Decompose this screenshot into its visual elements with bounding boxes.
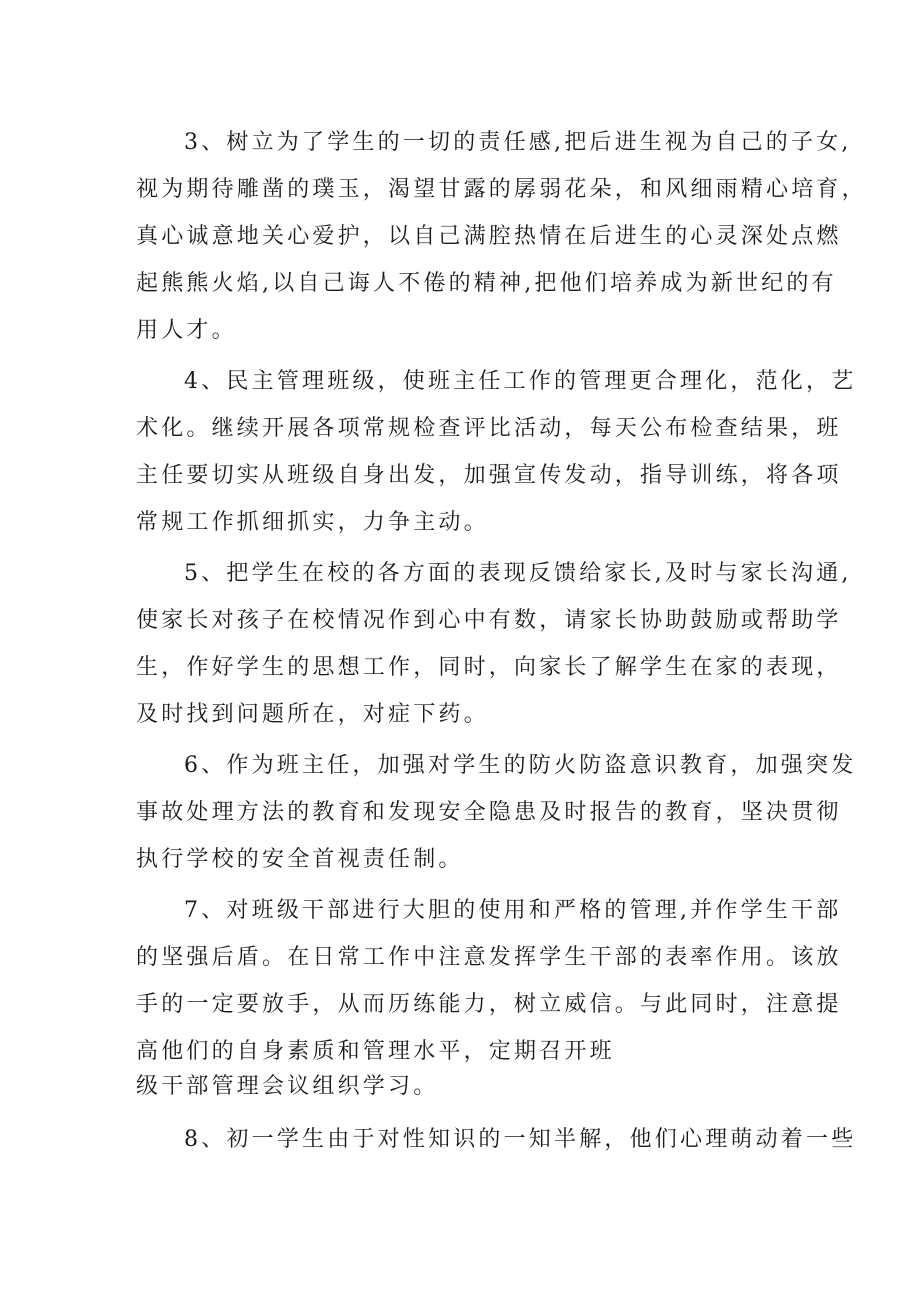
paragraph-line: 5、把学生在校的各方面的表现反馈给家长,及时与家长沟通, <box>184 561 852 586</box>
paragraph-line: 真心诚意地关心爱护，以自己满腔热情在后进生的心灵深处点燃 <box>136 224 842 249</box>
paragraph-line: 执行学校的安全首视责任制。 <box>136 847 464 872</box>
paragraph-line: 手的一定要放手，从而历练能力，树立威信。与此同时，注意提 <box>136 992 842 1017</box>
paragraph-line: 6、作为班主任，加强对学生的防火防盗意识教育，加强突发 <box>184 753 857 778</box>
paragraph-line: 4、民主管理班级，使班主任工作的管理更合理化，范化，艺 <box>184 369 857 394</box>
paragraph-line: 高他们的自身素质和管理水平，定期召开班 <box>136 1039 615 1064</box>
paragraph-line: 事故处理方法的教育和发现安全隐患及时报告的教育，坚决贯彻 <box>136 800 842 825</box>
paragraph-line: 视为期待雕凿的璞玉，渴望甘露的孱弱花朵，和风细雨精心培育， <box>136 177 867 202</box>
paragraph-line: 的坚强后盾。在日常工作中注意发挥学生干部的表率作用。该放 <box>136 945 842 970</box>
paragraph-line: 级干部管理会议组织学习。 <box>136 1074 439 1099</box>
paragraph-line: 起熊熊火焰,以自己诲人不倦的精神,把他们培养成为新世纪的有 <box>136 271 837 296</box>
paragraph-line: 用人才。 <box>136 318 237 343</box>
paragraph-line: 使家长对孩子在校情况作到心中有数，请家长协助鼓励或帮助学 <box>136 608 842 633</box>
paragraph-line: 及时找到问题所在，对症下药。 <box>136 702 489 727</box>
paragraph-line: 常规工作抓细抓实，力争主动。 <box>136 510 489 535</box>
paragraph-line: 3、树立为了学生的一切的责任感,把后进生视为自己的子女, <box>184 130 852 155</box>
paragraph-line: 8、初一学生由于对性知识的一知半解，他们心理萌动着一些 <box>184 1127 857 1152</box>
paragraph-line: 术化。继续开展各项常规检查评比活动，每天公布检查结果，班 <box>136 416 842 441</box>
paragraph-line: 生，作好学生的思想工作，同时，向家长了解学生在家的表现， <box>136 655 842 680</box>
paragraph-line: 7、对班级干部进行大胆的使用和严格的管理,并作学生干部 <box>184 898 842 923</box>
paragraph-line: 主任要切实从班级自身出发，加强宣传发动，指导训练，将各项 <box>136 463 842 488</box>
